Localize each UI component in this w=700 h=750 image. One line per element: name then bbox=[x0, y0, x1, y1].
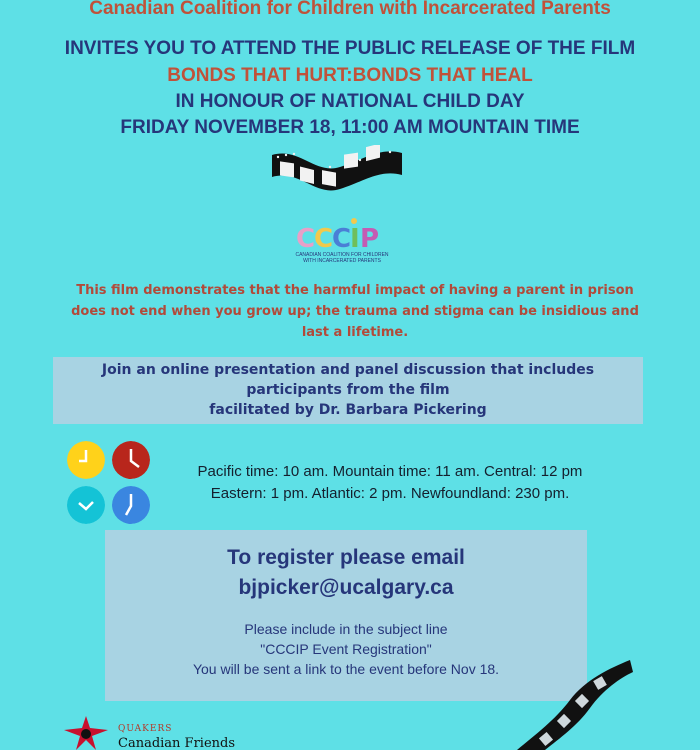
film-description: This film demonstrates that the harmful impact of having a parent in prison does not end when you grow up; the trauma and stigma can be insidious and last a lifetime. bbox=[71, 283, 639, 340]
quaker-star-icon bbox=[62, 716, 110, 750]
panel-info-box bbox=[53, 357, 643, 424]
svg-text:C: C bbox=[296, 224, 316, 254]
register-email-link[interactable]: bjpicker@ucalgary.ca bbox=[238, 576, 454, 599]
film-strip-icon bbox=[270, 145, 405, 195]
organization-title: Canadian Coalition for Children with Incarcerated Parents bbox=[89, 0, 611, 19]
teal-clock-icon bbox=[67, 486, 105, 524]
svg-text:C: C bbox=[314, 224, 334, 254]
svg-text:I: I bbox=[350, 224, 360, 254]
register-instructions: Please include in the subject line "CCCIP Event Registration" You will be sent a link to the event before Nov 18. bbox=[192, 621, 500, 677]
occasion-line: IN HONOUR OF NATIONAL CHILD DAY bbox=[175, 91, 525, 112]
film-title: BONDS THAT HURT:BONDS THAT HEAL bbox=[167, 65, 533, 86]
svg-text:C: C bbox=[332, 224, 352, 254]
quakers-label: QUAKERS bbox=[118, 724, 173, 734]
logo-subtitle: CANADIAN COALITION FOR CHILDREN WITH INCARCERATED PARENTS bbox=[295, 252, 389, 264]
svg-text:P: P bbox=[360, 224, 380, 254]
panel-line-2: participants from the film bbox=[246, 382, 450, 398]
invite-line: INVITES YOU TO ATTEND THE PUBLIC RELEASE OF THE FILM bbox=[64, 38, 636, 59]
quakers-name: Canadian Friends bbox=[118, 736, 236, 750]
panel-line-1: Join an online presentation and panel discussion that includes bbox=[101, 362, 595, 378]
yellow-clock-icon bbox=[67, 441, 105, 479]
time-zones: Pacific time: 10 am. Mountain time: 11 am. Central: 12 pm Eastern: 1 pm. Atlantic: 2 pm. Newfoundland: 230 pm. bbox=[197, 463, 583, 502]
blue-clock-icon bbox=[112, 486, 150, 524]
red-clock-icon bbox=[112, 441, 150, 479]
event-date: FRIDAY NOVEMBER 18, 11:00 AM MOUNTAIN TIME bbox=[120, 117, 580, 138]
register-title: To register please email bbox=[227, 546, 465, 569]
panel-line-3: facilitated by Dr. Barbara Pickering bbox=[209, 402, 487, 418]
film-reel-icon bbox=[515, 660, 635, 750]
